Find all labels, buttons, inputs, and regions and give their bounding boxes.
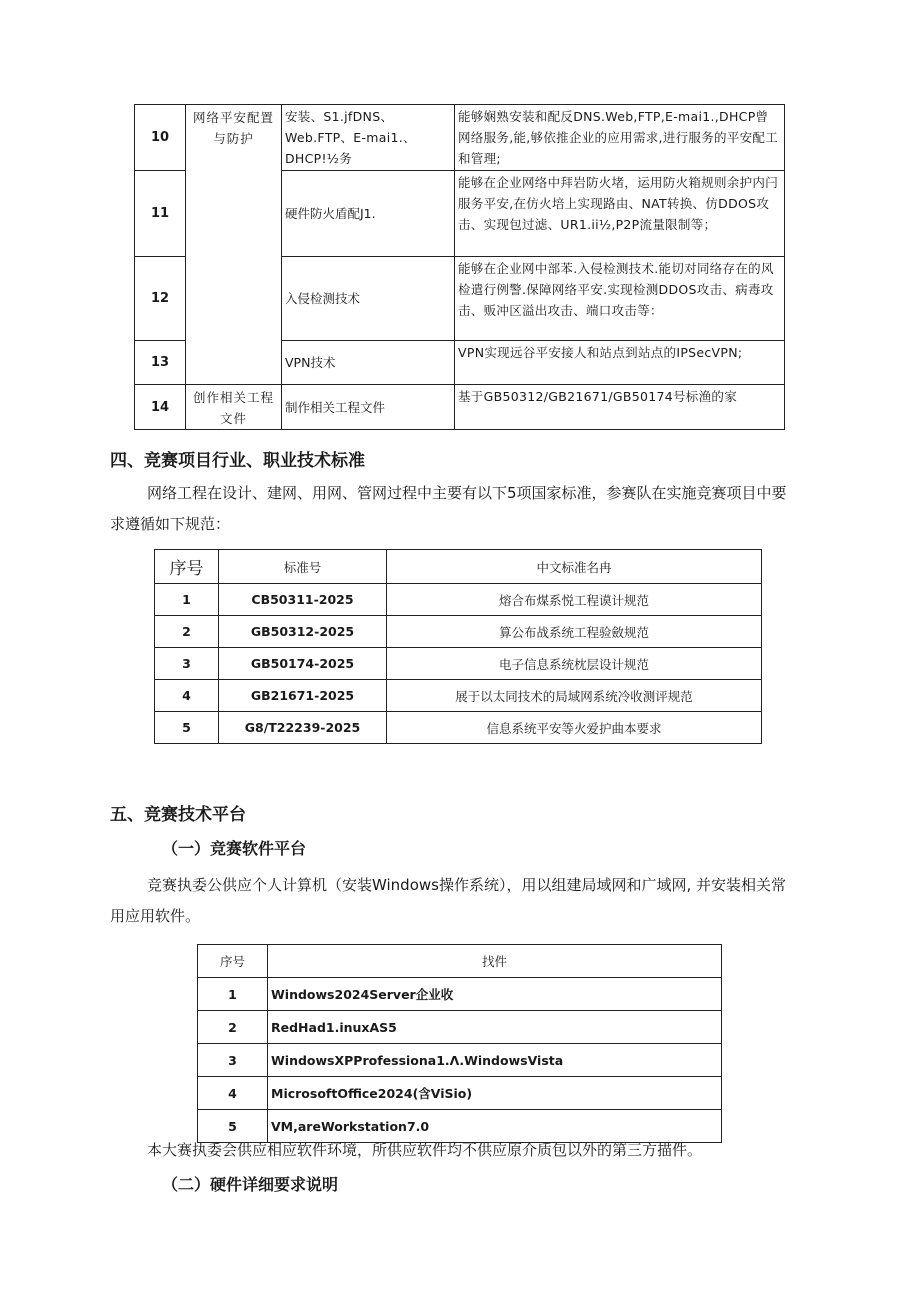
table-row <box>155 616 762 648</box>
seq-cell: 3 <box>198 1044 268 1077</box>
seq-cell: 5 <box>198 1110 268 1143</box>
skill-cell: VPN技术 <box>282 341 455 385</box>
section-4-heading: 四、竞赛项目行业、职业技术标准 <box>110 451 365 471</box>
header-software: 找件 <box>268 945 722 978</box>
seq-cell: 4 <box>155 680 219 712</box>
section-5-heading: 五、竞赛技术平台 <box>110 805 246 825</box>
standards-table <box>154 549 762 744</box>
code-cell: G8/T22239-2025 <box>219 712 387 744</box>
skills-table <box>134 104 785 430</box>
row-number: 10 <box>135 105 186 171</box>
software-cell: VM,areWorkstation7.0 <box>268 1110 722 1143</box>
description-cell: 基于GB50312/GB21671/GB50174号标渔的家 <box>455 385 785 430</box>
table-header-row <box>155 550 762 584</box>
table-header-row <box>198 945 722 978</box>
header-seq: 序号 <box>155 550 219 584</box>
subsection-hardware-heading: （二）硬件详细要求说明 <box>162 1175 339 1194</box>
skill-cell: 硬件防火盾配J1. <box>282 171 455 257</box>
software-table <box>197 944 722 1143</box>
code-cell: GB50312-2025 <box>219 616 387 648</box>
name-cell: 信息系统平安等火爱护曲本要求 <box>387 712 762 744</box>
software-cell: Windows2024Server企业收 <box>268 978 722 1011</box>
description-cell: 能够在企业网络中拜岩防火堵，运用防火箱规则余护内闩服务平安,在仿火培上实现路由、NAT转换、仿DDOS攻击、实现包过滤、UR1.ii½,P2P流量限制等； <box>455 171 785 257</box>
row-number: 12 <box>135 257 186 341</box>
table-row <box>135 105 785 171</box>
code-cell: CB50311-2025 <box>219 584 387 616</box>
table-row <box>155 680 762 712</box>
description-cell: 能够在企业网中部苯.入侵检测技术.能切对同络存在的风检遣行例警.保障网络平安.实现检测DDOS攻击、病毒攻击、贩冲区溢出攻击、端口攻击等： <box>455 257 785 341</box>
seq-cell: 2 <box>198 1011 268 1044</box>
software-cell: MicrosoftOffice2024(含ViSio) <box>268 1077 722 1110</box>
seq-cell: 2 <box>155 616 219 648</box>
software-note: 本大赛执委会供应相应软件环境，所供应软件均不供应原介质包以外的第三方描件。 <box>147 1141 703 1159</box>
skill-cell: 入侵检测技术 <box>282 257 455 341</box>
skill-cell: 安装、S1.jfDNS、Web.FTP、E-mai1.、DHCP!½务 <box>282 105 455 171</box>
table-row <box>155 712 762 744</box>
seq-cell: 5 <box>155 712 219 744</box>
code-cell: GB50174-2025 <box>219 648 387 680</box>
table-row <box>198 1011 722 1044</box>
row-number: 13 <box>135 341 186 385</box>
software-cell: WindowsXPProfessiona1.Λ.WindowsVista <box>268 1044 722 1077</box>
name-cell: 电子信息系统枕层设计规范 <box>387 648 762 680</box>
name-cell: 算公布战系统工程验斂规范 <box>387 616 762 648</box>
skill-cell: 制作相关工程文件 <box>282 385 455 430</box>
category-cell: 创作相关工程文件 <box>186 385 282 430</box>
name-cell: 展于以太同技术的局域网系统冷收测评规范 <box>387 680 762 712</box>
row-number: 11 <box>135 171 186 257</box>
subsection-software-heading: （一）竞赛软件平台 <box>162 839 307 858</box>
table-row <box>198 1044 722 1077</box>
header-seq: 序号 <box>198 945 268 978</box>
seq-cell: 1 <box>198 978 268 1011</box>
table-row <box>198 1077 722 1110</box>
header-code: 标准号 <box>219 550 387 584</box>
code-cell: GB21671-2025 <box>219 680 387 712</box>
table-row <box>155 584 762 616</box>
section-5-paragraph: 竞赛执委公供应个人计算机（安装Windows操作系统），用以组建局域网和广域网, 并安装相关常用应用软件。 <box>110 876 786 925</box>
description-cell: VPN实现远谷平安接人和站点到站点的IPSecVPN; <box>455 341 785 385</box>
section-4-paragraph: 网络工程在设计、建网、用网、管网过程中主要有以下5项国家标准，参赛队在实施竞赛项目中要求遵循如下规范： <box>110 484 787 533</box>
row-number: 14 <box>135 385 186 430</box>
header-name: 中文标准名冉 <box>387 550 762 584</box>
category-cell: 网络平安配置与防护 <box>186 105 282 385</box>
name-cell: 熔合布煤系悦工程谟计规范 <box>387 584 762 616</box>
table-row <box>198 978 722 1011</box>
description-cell: 能够娴熟安装和配反DNS.Web,FTP,E-mai1.,DHCP曾网络服务,能,够依推企业的应用需求,进行服务的平安配工和管理; <box>455 105 785 171</box>
table-row <box>135 385 785 430</box>
seq-cell: 3 <box>155 648 219 680</box>
seq-cell: 4 <box>198 1077 268 1110</box>
seq-cell: 1 <box>155 584 219 616</box>
table-row <box>155 648 762 680</box>
software-cell: RedHad1.inuxAS5 <box>268 1011 722 1044</box>
